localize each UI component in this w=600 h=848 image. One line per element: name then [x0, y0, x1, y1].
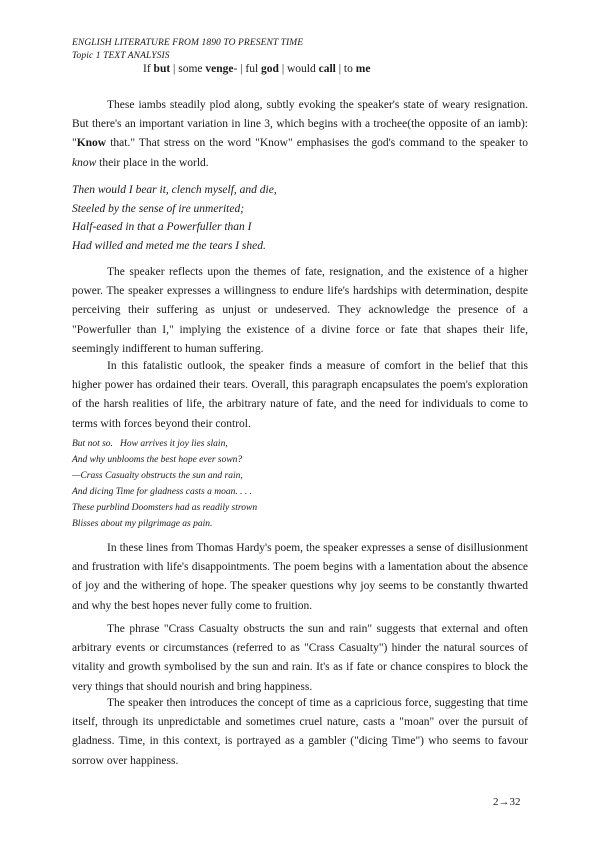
verse-line: Steeled by the sense of ire unmerited; [72, 202, 245, 215]
paragraph-fatalism: In this fatalistic outlook, the speaker finds a measure of comfort in the belief that this higher power has ordained their tears. Overall, this paragraph encapsulates the poem's exploration of the harsh realities of life, the arbitrary nature of fate, and the need for individuals to come to terms with forces beyond their control. [72, 360, 528, 430]
verse-line: Blisses about my pilgrimage as pain. [72, 519, 213, 530]
scansion-stress: me [355, 63, 371, 75]
page-number: 2→32 [493, 796, 521, 808]
scansion-part: | to [335, 63, 356, 75]
scansion-stress: god [261, 63, 279, 75]
scansion-stress: call [318, 63, 336, 75]
verse-line: But not so. How arrives it joy lies slain, [72, 439, 228, 449]
para-run: that." That stress on the word "Know" emphasises the god's command to the speaker to [106, 137, 528, 150]
verse-stanza-1 [72, 181, 277, 255]
topic-header: Topic 1 TEXT ANALYSIS [72, 51, 170, 61]
verse-line: Had willed and meted me the tears I shed. [72, 239, 266, 252]
paragraph-fate: The speaker reflects upon the themes of fate, resignation, and the existence of a higher power. The speaker expresses a willingness to endure life's hardships with determination, despite perceiving their suffering as unjust or undeserved. They acknowledge the presence of a "Powerfuller than I," implying the existence of a divine force or fate that shapes their life, seemingly indifferent to human suffering. [72, 266, 528, 355]
scansion-stress: but [153, 63, 171, 75]
paragraph-iambs [72, 96, 528, 173]
verse-line: —Crass Casualty obstructs the sun and rain, [72, 471, 243, 482]
course-header: ENGLISH LITERATURE FROM 1890 TO PRESENT TIME [72, 38, 304, 48]
verse-line: Half-eased in that a Powerfuller than I [72, 221, 252, 234]
verse-line: And dicing Time for gladness casts a moan. . . . [72, 487, 252, 498]
scansion-stress: venge [205, 63, 234, 75]
verse-line: And why unblooms the best hope ever sown? [72, 455, 243, 466]
scansion-part: | would [278, 63, 319, 75]
para-run-italic: know [72, 156, 97, 169]
verse-line: Then would I bear it, clench myself, and die, [72, 184, 277, 196]
scansion-part: If [143, 63, 154, 75]
para-run-bold: Know [76, 137, 107, 150]
paragraph-crass-casualty: The phrase "Crass Casualty obstructs the sun and rain" suggests that external and often arbitrary events or circumstances (referred to as "Crass Casualty") hinder the natural sources of vitality and growth symbolised by the sun and rain. It's as if fate or chance conspires to block the very things that should nourish and bring happiness. [72, 623, 528, 693]
scansion-part: - | ful [233, 63, 262, 75]
para-run: their place in the world. [96, 156, 209, 169]
verse-stanza-2 [72, 436, 257, 533]
scansion-line [143, 63, 370, 75]
para-run: These iambs steadily plod along, subtly evoking the speaker's state of weary resignation. But there's an important variation in line 3, which begins with a trochee(the opposite of an iamb): " [72, 99, 528, 150]
scansion-part: | some [170, 63, 206, 75]
paragraph-time: The speaker then introduces the concept of time as a capricious force, suggesting that time itself, through its unpredictable and sometimes cruel nature, casts a "moan" over the pursuit of gladness. Time, in this context, is portrayed as a gambler ("dicing Time") who seems to favour sorrow over happiness. [72, 697, 528, 767]
verse-line: These purblind Doomsters had as readily strown [72, 503, 258, 514]
paragraph-hardy: In these lines from Thomas Hardy's poem, the speaker expresses a sense of disillusionment and frustration with life's disappointments. The poem begins with a lamentation about the absence of joy and the withering of hope. The speaker questions why joy seems to be constantly thwarted and why the best hopes never fully come to fruition. [72, 542, 528, 612]
